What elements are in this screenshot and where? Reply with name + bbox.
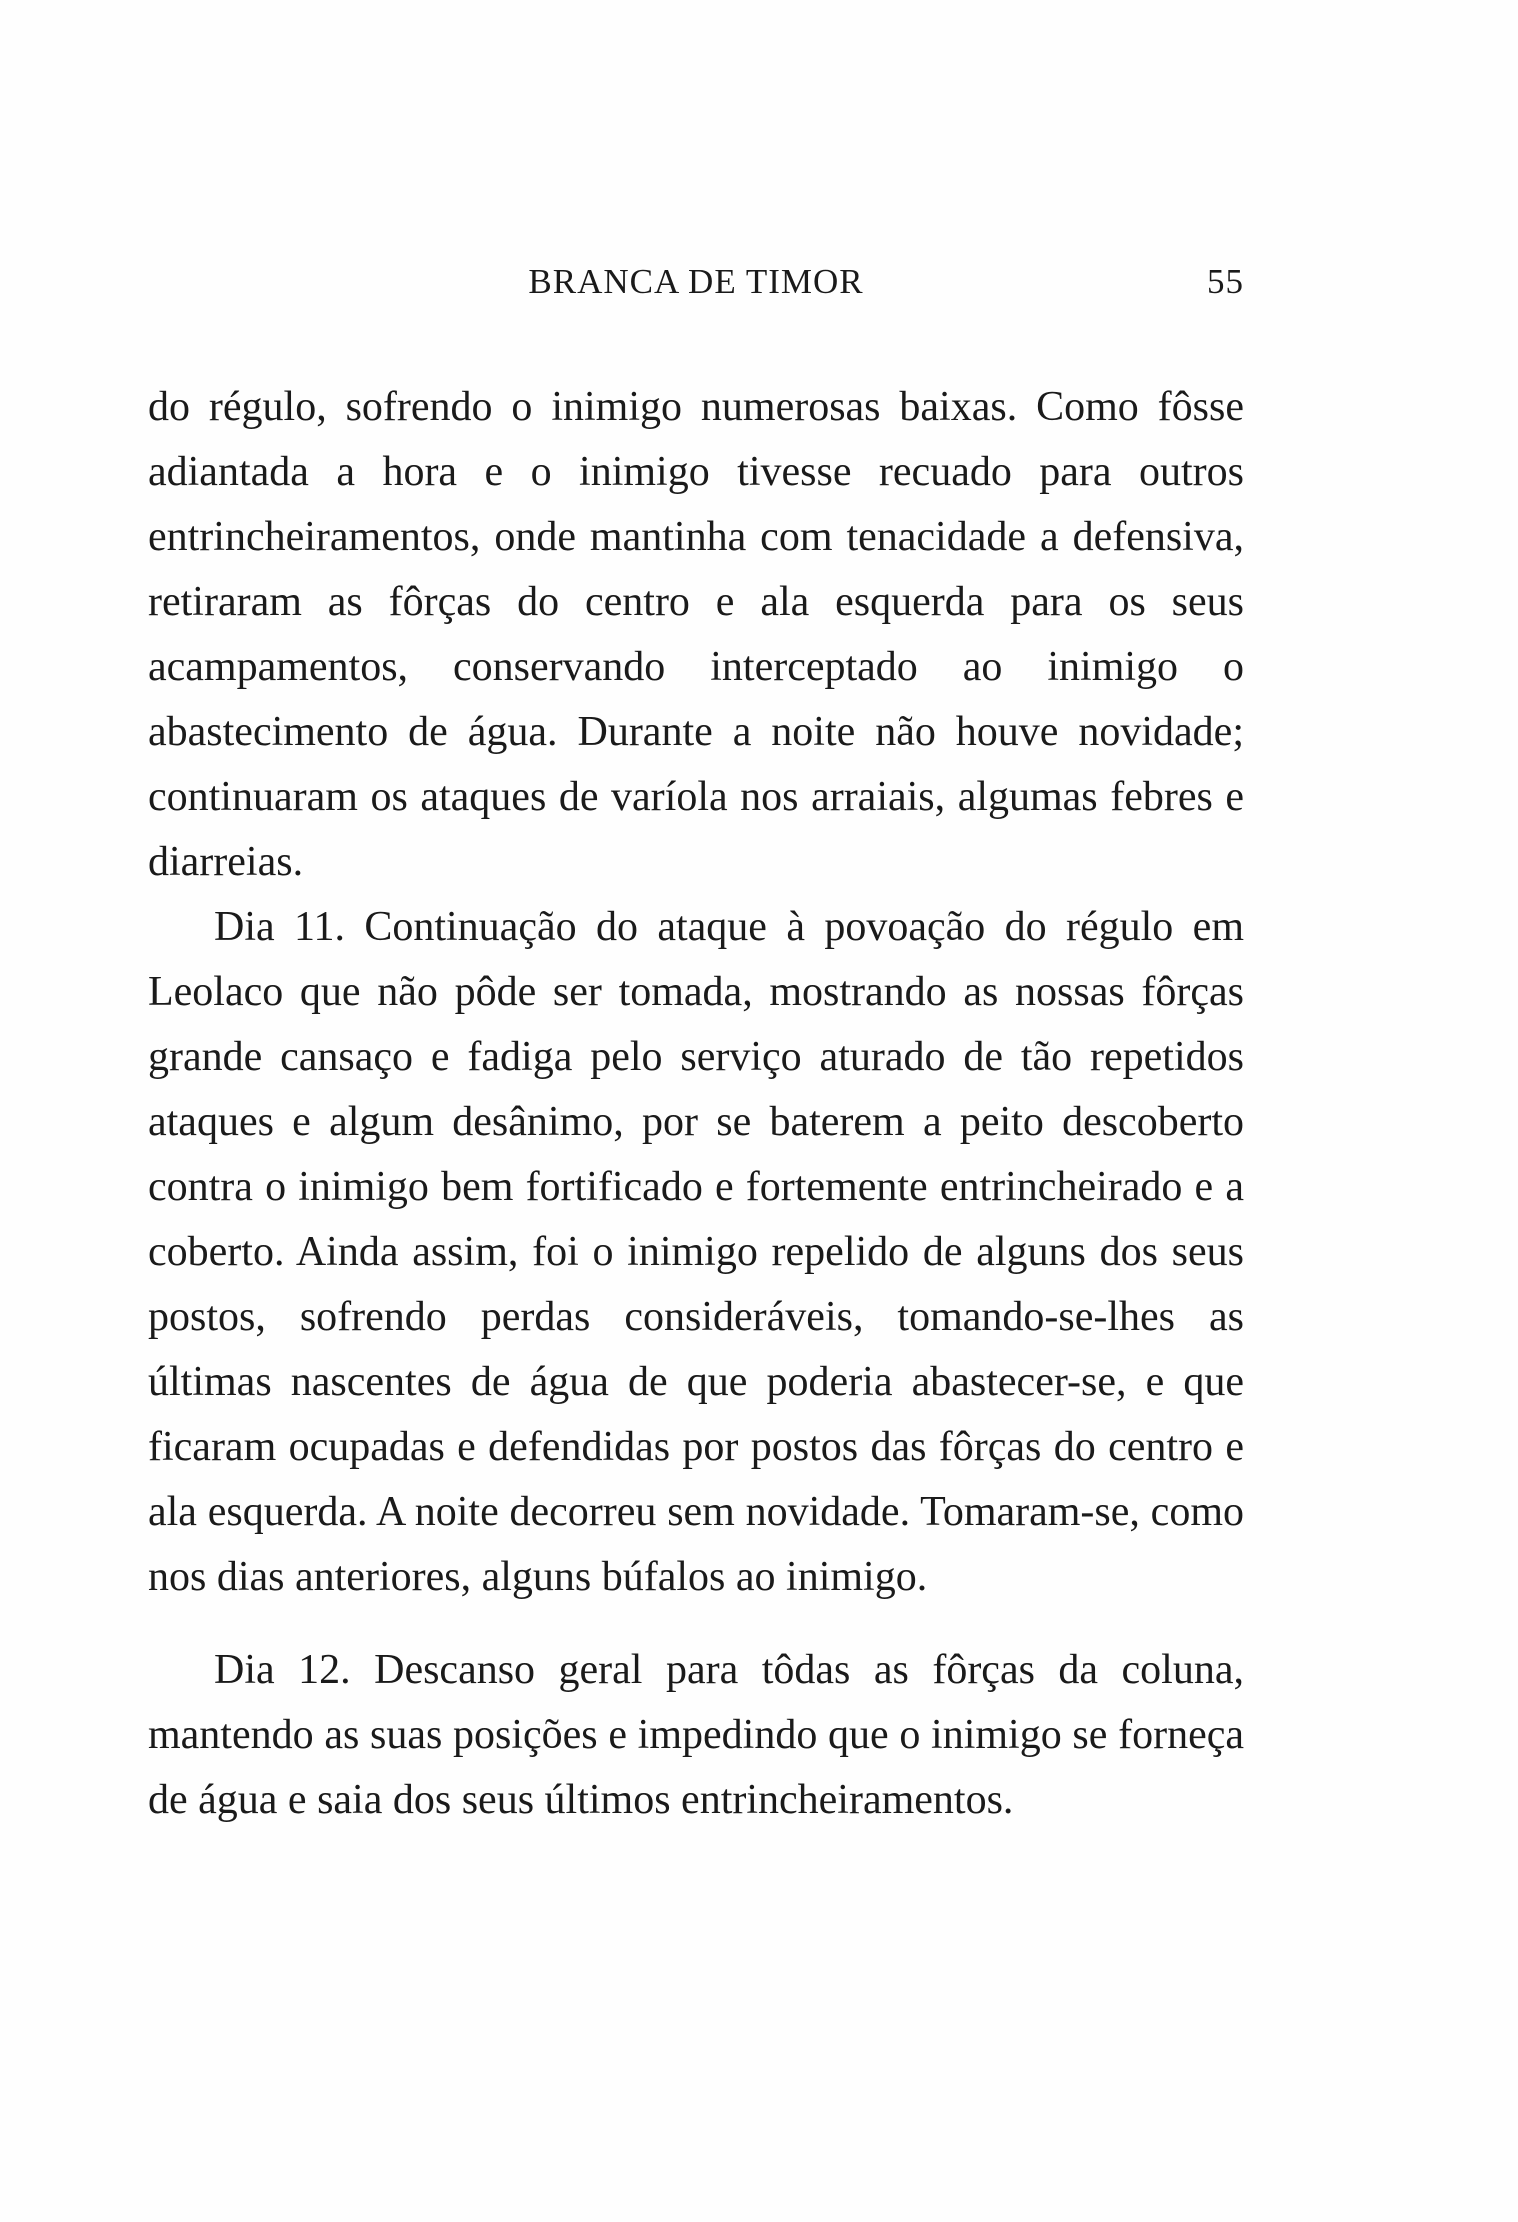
page-number: 55 (1207, 262, 1244, 301)
body-text (148, 375, 1244, 1833)
paragraph-day-11: Dia 11. Continuação do ataque à povoação do régulo em Leolaco que não pôde ser tomada, mostrando as nossas fôrças grande cansaço e fadiga pelo serviço aturado de tão repetidos ataques e algum desânimo, por se baterem a peito descoberto contra o inimigo bem fortificado e fortemente entrincheirado e a coberto. Ainda assim, foi o inimigo repelido de alguns dos seus postos, sofrendo perdas consideráveis, tomando-se-lhes as últimas nascentes de água de que poderia abastecer-se, e que ficaram ocupadas e defendidas por postos das fôrças do centro e ala esquerda. A noite decorreu sem novidade. Tomaram-se, como nos dias anteriores, alguns búfalos ao inimigo. (148, 904, 1244, 1600)
running-head (148, 262, 1244, 312)
running-title: BRANCA DE TIMOR (528, 262, 864, 301)
paragraph-day-12: Dia 12. Descanso geral para tôdas as fôrças da coluna, mantendo as suas posições e impedindo que o inimigo se forneça de água e saia dos seus últimos entrincheiramentos. (148, 1647, 1244, 1823)
paragraph-continuation: do régulo, sofrendo o inimigo numerosas baixas. Como fôsse adiantada a hora e o inimigo tivesse recuado para outros entrincheiramentos, onde mantinha com tenacidade a defensiva, retiraram as fôrças do centro e ala esquerda para os seus acampamentos, conservando interceptado ao inimigo o abastecimento de água. Durante a noite não houve novidade; continuaram os ataques de varíola nos arraiais, algumas febres e diarreias. (148, 384, 1244, 885)
